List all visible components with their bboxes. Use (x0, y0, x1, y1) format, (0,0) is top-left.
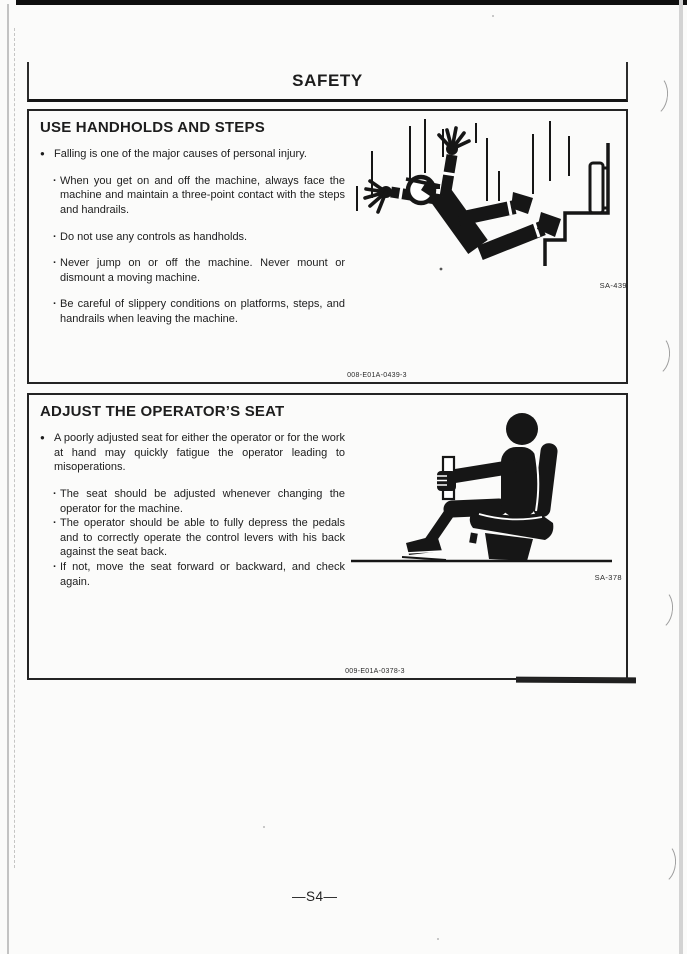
page-curl-artifact (641, 587, 675, 632)
page-curl-artifact (644, 841, 678, 886)
sub-bullet-text: When you get on and off the machine, always face the machine and maintain a three-point contact with the steps and handrails. (60, 174, 345, 216)
sub-bullet-icon: · (53, 517, 57, 530)
sub-bullet-icon: · (53, 174, 57, 187)
sub-bullet (53, 230, 345, 245)
sub-bullet-text: Be careful of slippery conditions on platforms, steps, and handrails when leaving the machine. (60, 298, 345, 325)
sub-bullet-text: The operator should be able to fully depress the pedals and to correctly operate the control levers with his back against the seat back. (60, 517, 345, 559)
section-adjust-seat (27, 393, 628, 680)
sub-bullet (53, 297, 345, 326)
figure-label: SA-378 (594, 573, 622, 582)
falling-person-pictogram (345, 113, 625, 278)
lead-bullet (40, 147, 345, 162)
page-number: —S4— (292, 889, 338, 904)
sub-bullet (53, 256, 345, 285)
sub-bullet-text: Do not use any controls as handholds. (60, 230, 248, 243)
sub-bullet-icon: · (53, 561, 57, 573)
sub-bullet-text: Never jump on or off the machine. Never mount or dismount a moving machine. (60, 257, 345, 284)
scan-right-edge-artifact (679, 0, 683, 954)
page-curl-artifact (636, 73, 670, 118)
section-title: USE HANDHOLDS AND STEPS (40, 119, 265, 136)
section-text-column (40, 147, 345, 327)
speckle-artifact (492, 15, 494, 17)
sub-bullet-icon: · (53, 257, 57, 270)
bullet-icon: ● (40, 432, 45, 442)
seated-operator-illustration (349, 407, 619, 577)
sub-bullet (53, 487, 345, 516)
operator-figure (402, 413, 558, 561)
falling-person-illustration (345, 113, 625, 278)
section-text-column (40, 431, 345, 589)
falling-figure (365, 128, 561, 270)
sub-bullet-icon: · (53, 298, 57, 311)
sub-bullet-icon: · (53, 230, 57, 243)
speckle-artifact (263, 826, 265, 828)
sub-bullet-text: The seat should be adjusted whenever changing the operator for the machine. (60, 487, 345, 515)
scan-top-edge-artifact (16, 0, 687, 5)
seated-operator-pictogram (349, 407, 619, 577)
figure-code: 009-E01A-0378-3 (345, 668, 405, 675)
sub-bullet (53, 516, 345, 560)
page-curl-artifact (638, 333, 672, 378)
page-header-box (27, 62, 628, 102)
lead-bullet (40, 431, 345, 475)
speckle-artifact (437, 938, 439, 940)
section-title: ADJUST THE OPERATOR’S SEAT (40, 403, 285, 420)
figure-label: SA-439 (599, 281, 627, 290)
sub-bullet-icon: · (53, 487, 57, 500)
lead-text: A poorly adjusted seat for either the operator or for the work at hand may quickly fatigue the operator leading to misoperations. (54, 432, 345, 474)
scan-left-edge-artifact (7, 4, 9, 954)
lead-text: Falling is one of the major causes of personal injury. (54, 148, 307, 160)
sub-bullet (53, 560, 345, 589)
figure-code: 008-E01A-0439-3 (347, 372, 407, 379)
sub-bullet-text: If not, move the seat forward or backward, and check again. (60, 561, 345, 588)
steps-and-handrail (545, 143, 608, 266)
section-use-handholds (27, 109, 628, 384)
page-title: SAFETY (292, 70, 363, 90)
sub-bullet (53, 174, 345, 218)
page-fold-line-artifact (14, 28, 15, 868)
bullet-icon: ● (40, 148, 45, 158)
